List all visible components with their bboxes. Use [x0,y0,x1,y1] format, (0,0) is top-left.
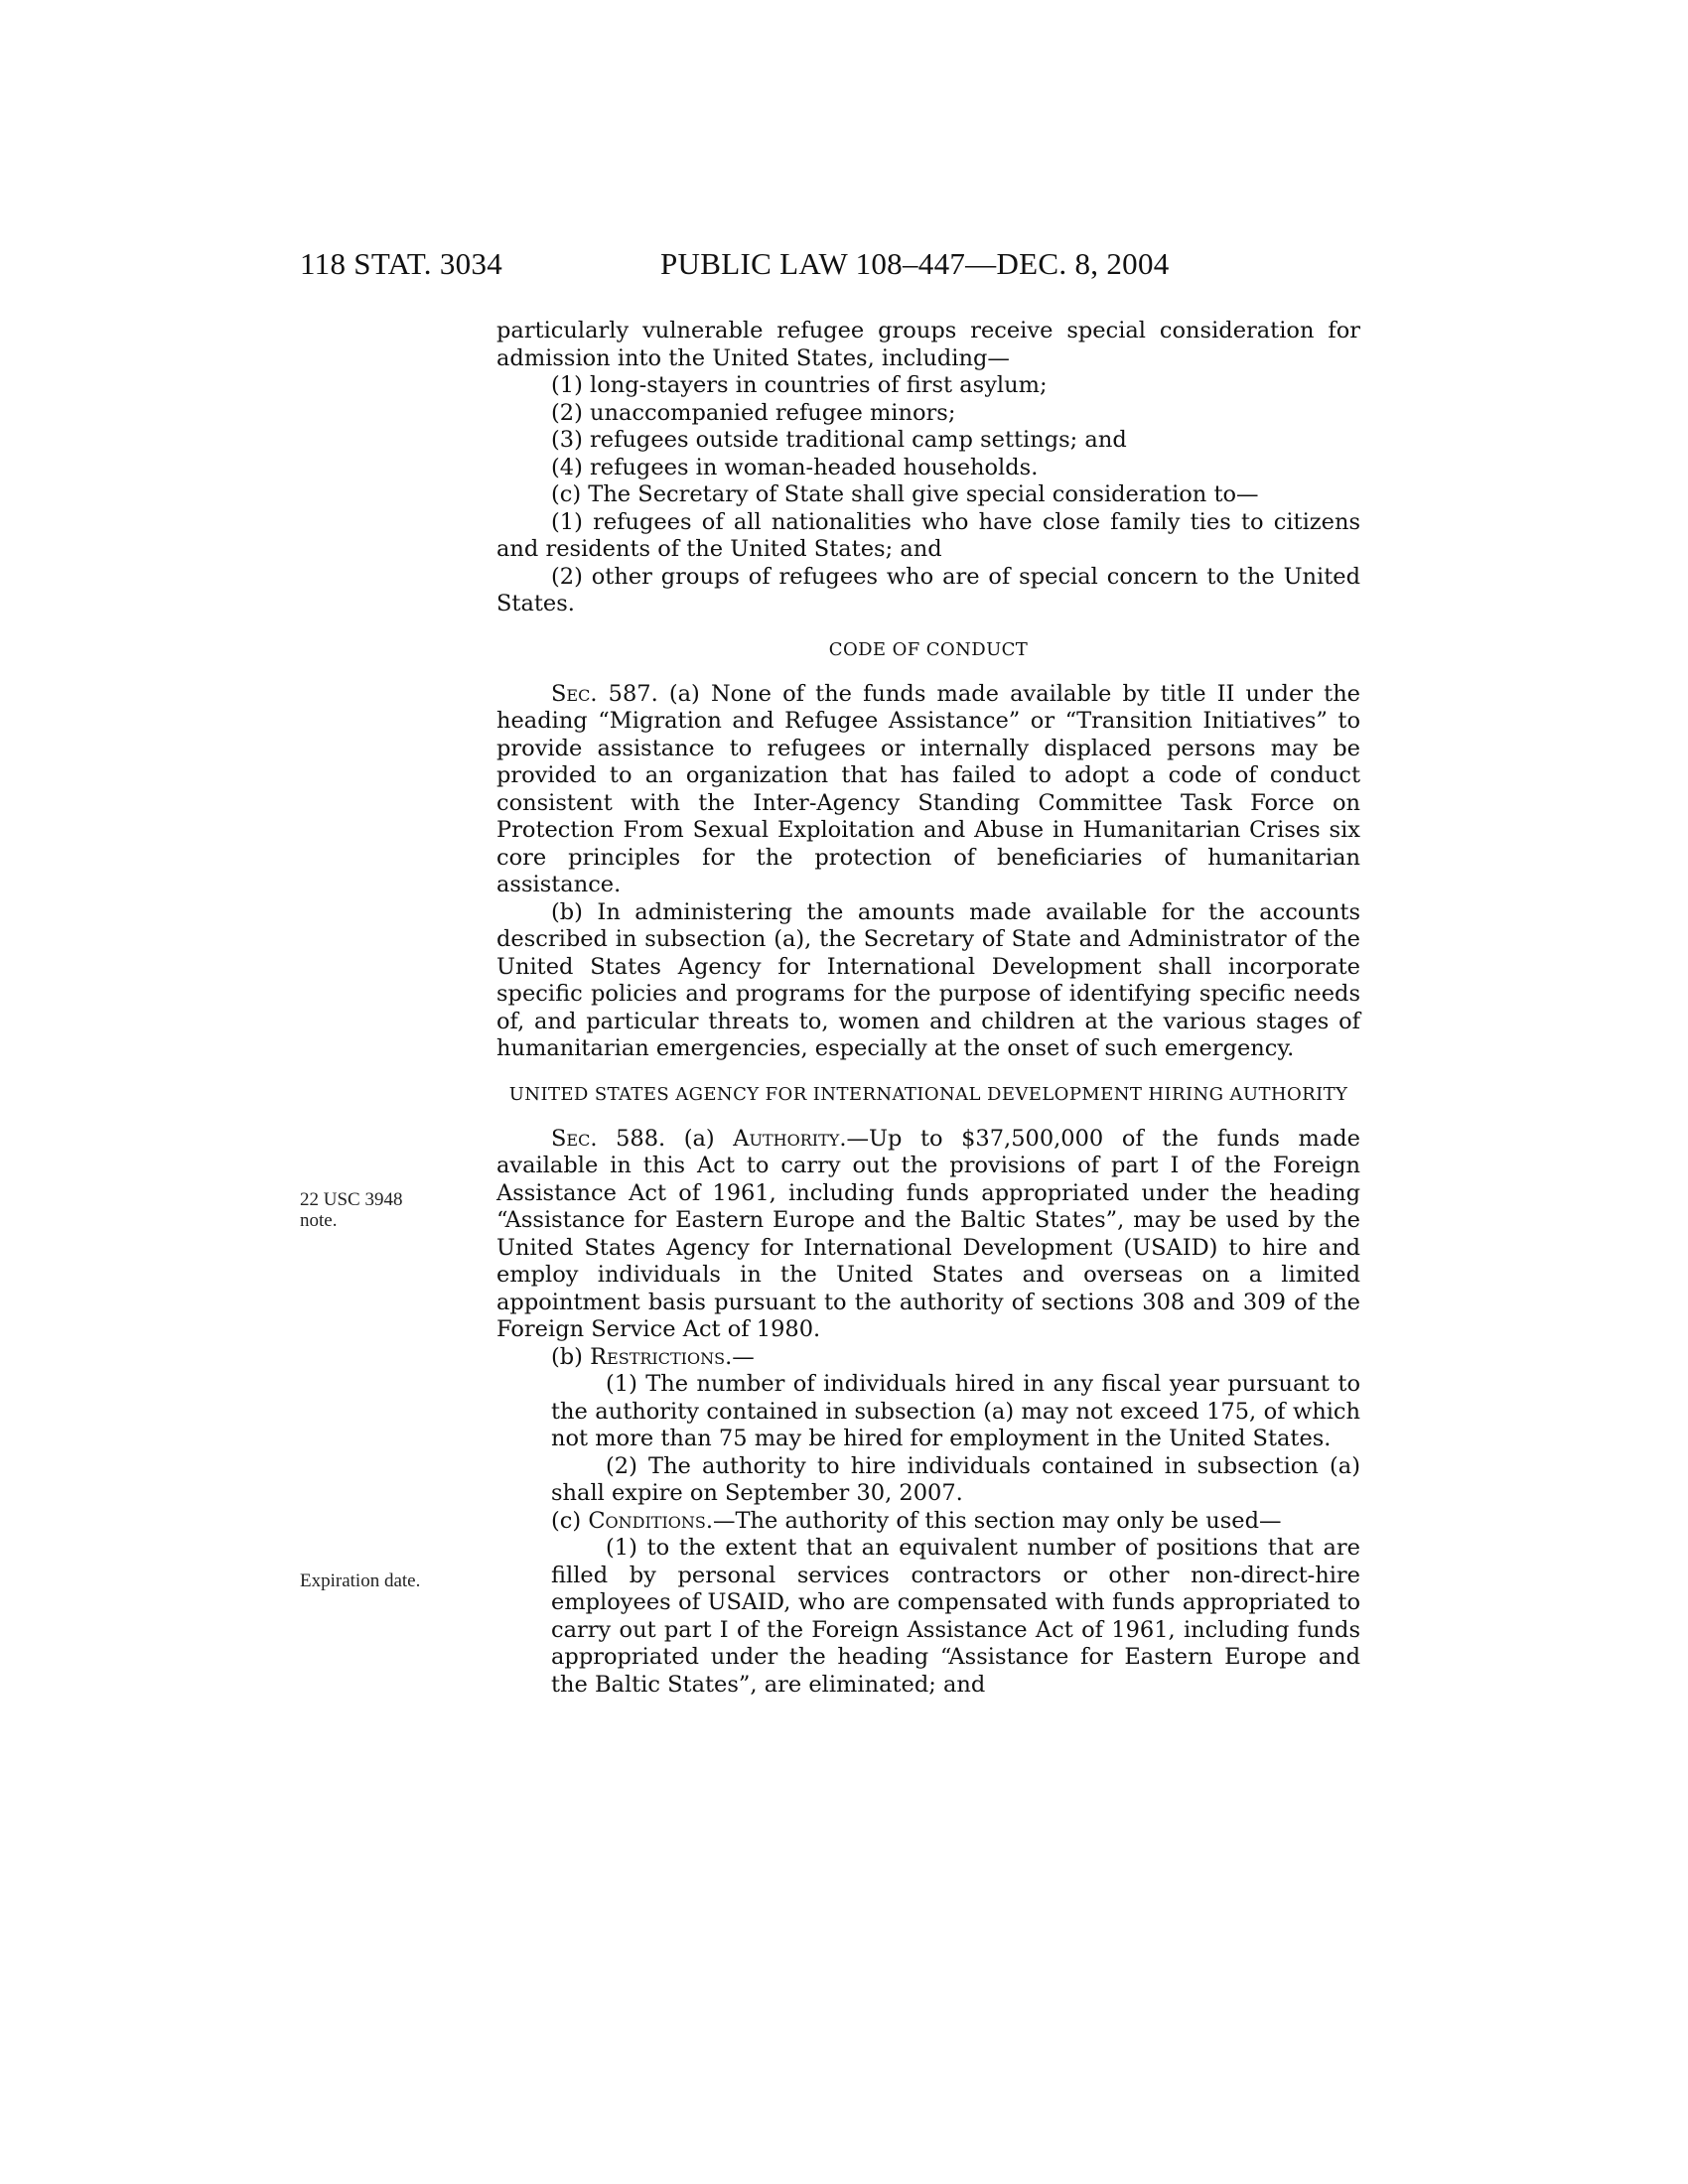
document-body [496,318,1360,1699]
sec-588-c-prefix: (c) [551,1507,589,1534]
running-header [0,246,1688,286]
intro-item-1: (1) long-stayers in countries of first asylum; [551,372,1048,398]
sec-587-b: (b) In administering the amounts made available for the accounts described in subsection (a), the Secretary of State and Administrator of the United States Agency for International Development shall incorporate specific policies and programs for the purpose of identifying specific needs of, and particular threats to, women and children at the various stages of humanitarian emergencies, especially at the onset of such emergency. [496,898,1360,1061]
intro-item-4: (4) refugees in woman-headed households. [551,454,1039,480]
sec-587-label: Sec [551,680,591,707]
sec-588-c-text: .—The authority of this section may only be used— [705,1507,1282,1534]
heading-usaid-hiring-authority: UNITED STATES AGENCY FOR INTERNATIONAL DEVELOPMENT HIRING AUTHORITY [508,1083,1348,1105]
heading-code-of-conduct: CODE OF CONDUCT [828,638,1029,660]
sec-588-b-item-2: (2) The authority to hire individuals contained in subsection (a) shall expire on September 30, 2007. [551,1452,1360,1506]
sec-588-a-caption: Authority [733,1125,840,1152]
sec-587-a-text: . 587. (a) None of the funds made available by title II under the heading “Migration and Refugee Assistance” or “Transition Initiatives” to provide assistance to refugees or internally displaced persons may be provided to an organization that has failed to adopt a code of conduct consistent with the Inter-Agency Standing Committee Task Force on Protection From Sexual Exploitation and Abuse in Humanitarian Crises six core principles for the protection of beneficiaries of humanitarian assistance. [496,680,1360,897]
sec-588-a-text: .—Up to $37,500,000 of the funds made available in this Act to carry out the provisions of part I of the Foreign Assistance Act of 1961, including funds appropriated under the heading “Assistance for Eastern Europe and the Baltic States”, may be used by the United States Agency for International Development (USAID) to hire and employ individuals in the United States and overseas on a limited appointment basis pursuant to the authority of sections 308 and 309 of the Foreign Service Act of 1980. [496,1125,1360,1342]
sec-587-a [496,681,1360,899]
margin-note-usc-line2: note. [300,1210,338,1231]
margin-note-usc [300,1189,402,1231]
sec-588-b [496,1344,1360,1372]
sec-588-c [496,1508,1360,1536]
intro-item-3: (3) refugees outside traditional camp settings; and [551,427,1127,453]
sec-588-c-item-1: (1) to the extent that an equivalent number of positions that are filled by personal services contractors or other non-direct-hire employees of USAID, who are compensated with funds appropriated to carry out part I of the Foreign Assistance Act of 1961, including funds appropriated under the heading “Assistance for Eastern Europe and the Baltic States”, are eliminated; and [551,1535,1360,1698]
sec-588-b-prefix: (b) [551,1343,591,1370]
intro-item-2: (2) unaccompanied refugee minors; [551,399,956,426]
sec-588-b-caption: Restrictions [590,1343,726,1370]
sec-588-b-item-1: (1) The number of individuals hired in any fiscal year pursuant to the authority contained in subsection (a) may not exceed 175, of which not more than 75 may be hired for employment in the United States. [551,1371,1360,1451]
intro-paragraph: particularly vulnerable refugee groups receive special consideration for admission into the United States, including— [496,318,1360,371]
subsection-c-item-2: (2) other groups of refugees who are of special concern to the United States. [496,563,1360,616]
margin-note-usc-line1: 22 USC 3948 [300,1189,403,1210]
sec-588-a [496,1126,1360,1344]
margin-note-expiration: Expiration date. [300,1570,421,1591]
stat-page-number: 118 STAT. 3034 [300,246,503,281]
sec-588-b-text: .— [725,1343,755,1370]
subsection-c: (c) The Secretary of State shall give special consideration to— [551,481,1259,507]
public-law-citation: PUBLIC LAW 108–447—DEC. 8, 2004 [660,246,1170,281]
sec-588-c-caption: Conditions [588,1507,706,1534]
sec-588-label: Sec [551,1125,591,1152]
sec-588-a-prefix: . 588. (a) [590,1125,734,1152]
subsection-c-item-1: (1) refugees of all nationalities who have close family ties to citizens and residents of the United States; and [496,508,1360,562]
